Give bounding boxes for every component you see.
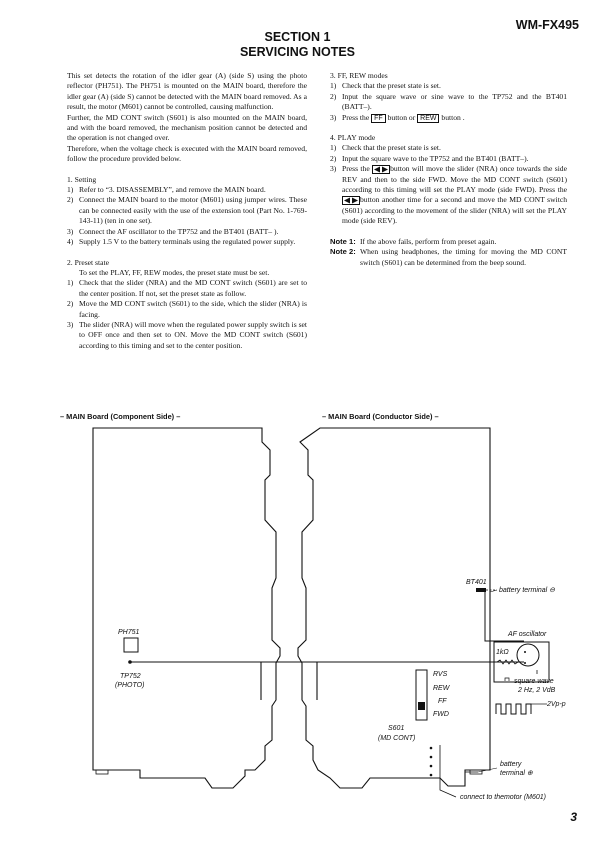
square-wave-spec: 2 Hz, 2 VdB	[518, 687, 556, 694]
setting-heading: 1. Setting	[67, 174, 97, 184]
square-wave-waveform	[496, 704, 531, 714]
play-heading: 4. PLAY mode	[330, 133, 376, 143]
square-wave-icon	[505, 678, 509, 681]
list-item: 2) Connect the MAIN board to the motor (M601) using jumper wires. These can be connected easily with the use of the extension tool (Part No. 1-769-143-11) (ten in one set).	[67, 195, 307, 226]
intro-paragraph: This set detects the rotation of the idler gear (A) (side S) using the photo reflector (PH751). The PH751 is mounted on the MAIN board, therefore the idler gear (A) (side S) cannot be detected with the MAIN board removed. As a result, the motor (M601) cannot be controlled, causing malfunction.	[67, 71, 307, 112]
component-side-board-outline	[93, 428, 280, 788]
bt401-terminal	[476, 588, 486, 592]
list-item: 1) Check that the preset state is set.	[330, 81, 441, 91]
list-item: 3) Press the button will move the slider (NRA) once towards the side REV and then to the side FWD. Move the MD CONT switch (S601) according to this timing will set the PLAY mode (side FWD). Press the button another time for a second and move the MD CONT switch (S601) according to the movement of the slider (NRA) will set the PLAY mode (side REV).	[330, 164, 567, 226]
list-item: 4) Supply 1.5 V to the battery terminals using the regulated power supply.	[67, 237, 296, 247]
rew-label: REW	[433, 685, 450, 692]
note: Note 1: If the above fails, perform from preset again.	[330, 236, 497, 246]
md-cont-label: (MD CONT)	[378, 735, 416, 742]
battery-minus-label: battery terminal ⊖	[499, 587, 556, 594]
list-item: 3) Connect the AF oscillator to the TP752 and the BT401 (BATT– ).	[67, 226, 279, 236]
battery-plus-label: battery	[500, 761, 522, 768]
page-number: 3	[570, 810, 577, 824]
preset-lead: To set the PLAY, FF, REW modes, the preset state must be set.	[79, 267, 270, 277]
section-title: SERVICING NOTES	[239, 45, 356, 59]
board-slot	[96, 770, 108, 774]
ph751-label: PH751	[118, 629, 140, 636]
photo-label: (PHOTO)	[115, 682, 145, 689]
s601-label: S601	[388, 725, 405, 732]
vpp-label: 2Vp-p	[547, 701, 566, 708]
af-oscillator-label: AF oscillator	[508, 631, 547, 638]
intro-paragraph: Further, the MD CONT switch (S601) is also mounted on the MAIN board, and with the board removed, the mechanism position cannot be detected and the operation is not changed over.	[67, 112, 307, 143]
intro-paragraph: Therefore, when the voltage check is executed with the MAIN board removed, follow the procedure provided below.	[67, 143, 307, 164]
ff-label: FF	[438, 698, 447, 705]
list-item: 2) Input the square wave to the TP752 and the BT401 (BATT–).	[330, 153, 529, 163]
ff-key: FF	[371, 114, 386, 123]
list-item: 3) Press the FF button or REW button .	[330, 112, 465, 122]
s601-switch	[416, 670, 427, 720]
ph751-component	[124, 638, 138, 652]
model-number: WM-FX495	[515, 18, 579, 32]
play-pause-key-icon	[372, 165, 390, 174]
tp752-label: TP752	[120, 673, 141, 680]
left-column	[67, 71, 307, 351]
list-item: 1) Check that the slider (NRA) and the MD CONT switch (S601) are set to the center position. If not, set the preset state as follow.	[67, 278, 307, 298]
s601-slider	[418, 702, 425, 710]
square-wave-label: square wave	[514, 678, 554, 685]
battery-plus-terminal-label: terminal ⊕	[500, 770, 533, 777]
section-number: SECTION 1	[264, 30, 331, 44]
bt401-label: BT401	[466, 579, 487, 586]
conductor-side-title: – MAIN Board (Conductor Side) –	[322, 412, 439, 421]
list-item: 1) Check that the preset state is set.	[330, 143, 441, 153]
motor-wire	[440, 745, 456, 797]
list-item: 2) Input the square wave or sine wave to the TP752 and the BT401 (BATT–).	[330, 91, 567, 112]
af-oscillator-dial	[517, 644, 539, 666]
rvs-label: RVS	[433, 671, 448, 678]
list-item: 1) Refer to “3. DISASSEMBLY”, and remove the MAIN board.	[67, 185, 266, 195]
preset-heading: 2. Preset state	[67, 257, 109, 267]
rew-key: REW	[417, 114, 439, 123]
play-pause-key-icon	[342, 196, 360, 205]
note: Note 2: When using headphones, the timing for moving the MD CONT switch (S601) can be determined from the beep sound.	[330, 247, 567, 267]
right-column	[330, 71, 567, 268]
component-side-title: – MAIN Board (Component Side) –	[60, 412, 181, 421]
fwd-label: FWD	[433, 711, 449, 718]
resistor-label: 1kΩ	[496, 649, 509, 656]
tp752-point	[128, 660, 132, 664]
list-item: 2) Move the MD CONT switch (S601) to the side, which the slider (NRA) is facing.	[67, 299, 307, 319]
motor-connect-label: connect to themotor (M601)	[460, 794, 546, 801]
ffrew-heading: 3. FF, REW modes	[330, 71, 388, 80]
list-item: 3) The slider (NRA) will move when the regulated power supply switch is set to OFF once and then set to ON. Move the MD CONT switch (S601) according to this timing and set to the center position.	[67, 319, 307, 350]
